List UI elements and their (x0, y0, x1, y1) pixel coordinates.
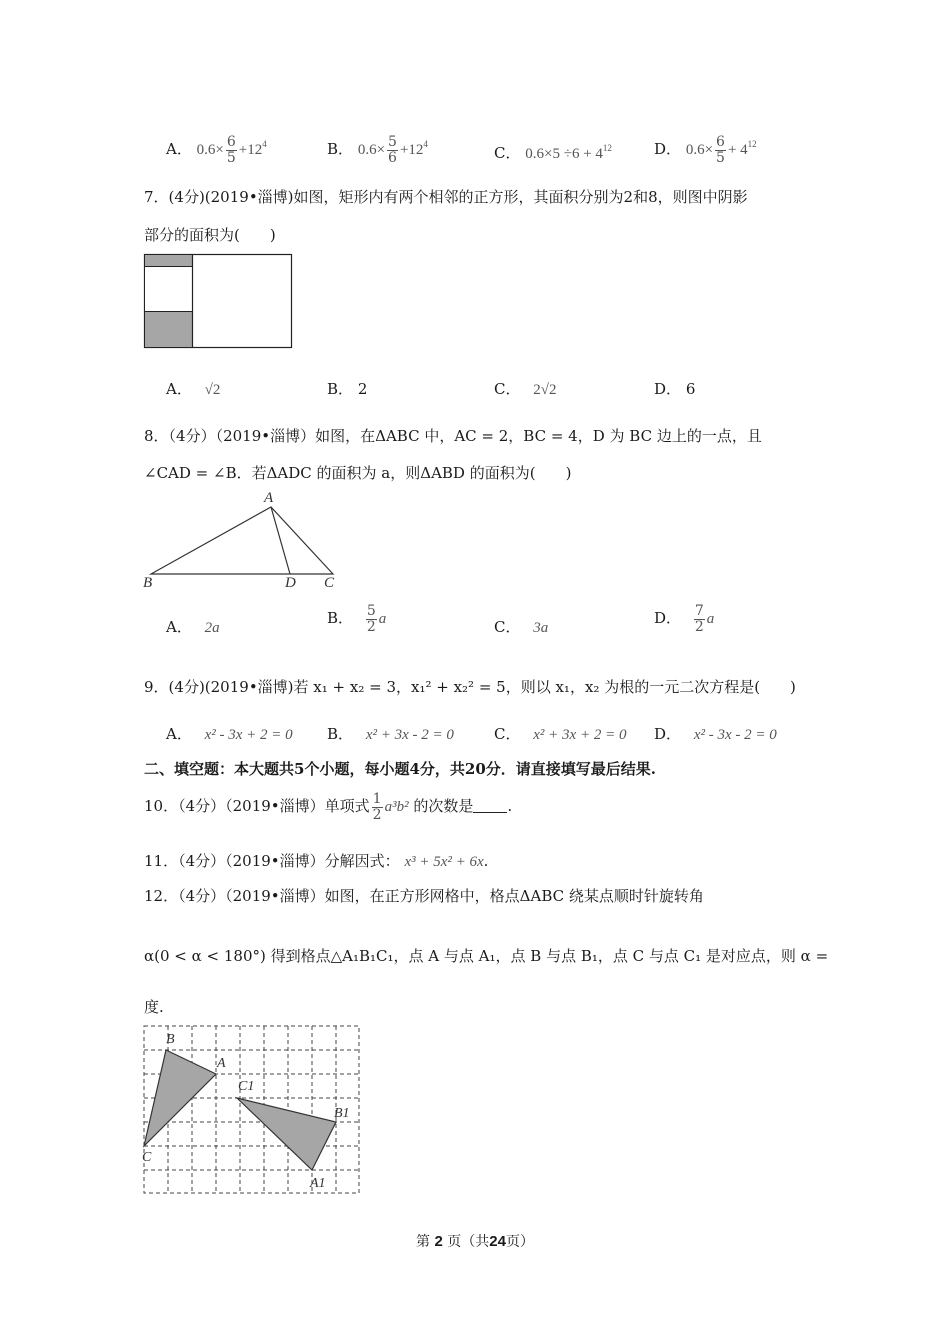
current-page-number: 2 (434, 1233, 443, 1250)
q12-label-b: B (166, 1032, 175, 1047)
q8-option-b: B． $\frac{5}{2}$ a (327, 603, 387, 635)
q8-stem-line1: 8．（4分）（2019•淄博）如图，在ΔABC 中，AC = 2，BC = 4，D 为 BC 边上的一点，且 (144, 427, 762, 445)
q8-option-a: A． 2a (166, 618, 220, 636)
q8-label-b: B (143, 575, 153, 591)
q9-stem: 9．(4分)(2019•淄博)若 x₁ + x₂ = 3，x₁² + x₂² = 5，则以 x₁，x₂ 为根的一元二次方程是( ) (144, 678, 796, 696)
q12-label-b1: B1 (334, 1106, 350, 1121)
q12-stem-line2: α(0 < α < 180°) 得到格点△A₁B₁C₁，点 A 与点 A₁，点 B 与点 B₁，点 C 与点 C₁ 是对应点，则 α = (144, 947, 829, 965)
q8-figure (140, 488, 350, 592)
q7-option-c: C． 2√2 (494, 380, 557, 398)
q6-option-c: C． $0.6\times 5 \div 6 + 4^{12}$ (494, 143, 612, 162)
q7-figure (140, 250, 300, 354)
page-footer: 第 2 页（共24页） (416, 1233, 534, 1250)
q12-stem-line1: 12．（4分）（2019•淄博）如图，在正方形网格中，格点ΔABC 绕某点顺时针旋转角 (144, 887, 704, 905)
q8-label-a: A (264, 490, 274, 506)
q12-label-c: C (142, 1150, 152, 1165)
q8-label-c: C (324, 575, 335, 591)
q7-option-d: D． 6 (654, 380, 696, 398)
q12-grid-figure (140, 1022, 364, 1198)
q9-option-b: B． x² + 3x - 2 = 0 (327, 725, 454, 743)
q7-shaded-bottom (145, 312, 193, 348)
q9-option-c: C． x² + 3x + 2 = 0 (494, 725, 627, 743)
q12-triangle-a1b1c1 (237, 1098, 336, 1170)
q7-option-a: A． √2 (166, 380, 221, 398)
q7-shaded-top (145, 255, 193, 267)
q7-option-b: B． 2 (327, 380, 368, 398)
q10-answer-blank[interactable] (473, 798, 507, 813)
q12-label-a1: A1 (310, 1176, 326, 1191)
q8-triangle-abc (151, 507, 333, 574)
q12-label-a: A (217, 1056, 226, 1071)
q6-option-d: D． 0.6× $\frac{6}{5}$ + $4^{12}$ (654, 134, 757, 166)
q12-label-c1: C1 (238, 1079, 255, 1094)
q6-option-b: B． 0.6× $\frac{5}{6}$ $+12^4$ (327, 134, 428, 166)
q12-stem-line3: 度. (144, 998, 164, 1016)
q9-option-d: D． x² - 3x - 2 = 0 (654, 725, 777, 743)
total-page-count: 24 (489, 1233, 506, 1250)
q7-small-square (145, 267, 193, 312)
q10-stem: 10．（4分）（2019•淄博）单项式 $\frac{1}{2}$ a³b² 的次数是 . (144, 791, 513, 823)
q8-option-c: C． 3a (494, 618, 549, 636)
q8-label-d: D (285, 575, 296, 591)
section-heading-fill-in: 二、填空题：本大题共5个小题，每小题4分，共20分．请直接填写最后结果. (144, 760, 656, 778)
q7-stem-line1: 7．(4分)(2019•淄博)如图，矩形内有两个相邻的正方形，其面积分别为2和8，则图中阴影 (144, 188, 748, 206)
q7-stem-line2: 部分的面积为( ) (144, 226, 276, 244)
q6-option-a: A． 0.6× $\frac{6}{5}$ $+12^4$ (166, 134, 267, 166)
q11-stem: 11．（4分）（2019•淄博）分解因式： x³ + 5x² + 6x. (144, 852, 489, 870)
q9-option-a: A． x² - 3x + 2 = 0 (166, 725, 293, 743)
q8-option-d: D． $\frac{7}{2}$ a (654, 603, 715, 635)
q12-triangle-abc (144, 1050, 216, 1146)
q8-stem-line2: ∠CAD = ∠B．若ΔADC 的面积为 a，则ΔABD 的面积为( ) (144, 464, 572, 482)
